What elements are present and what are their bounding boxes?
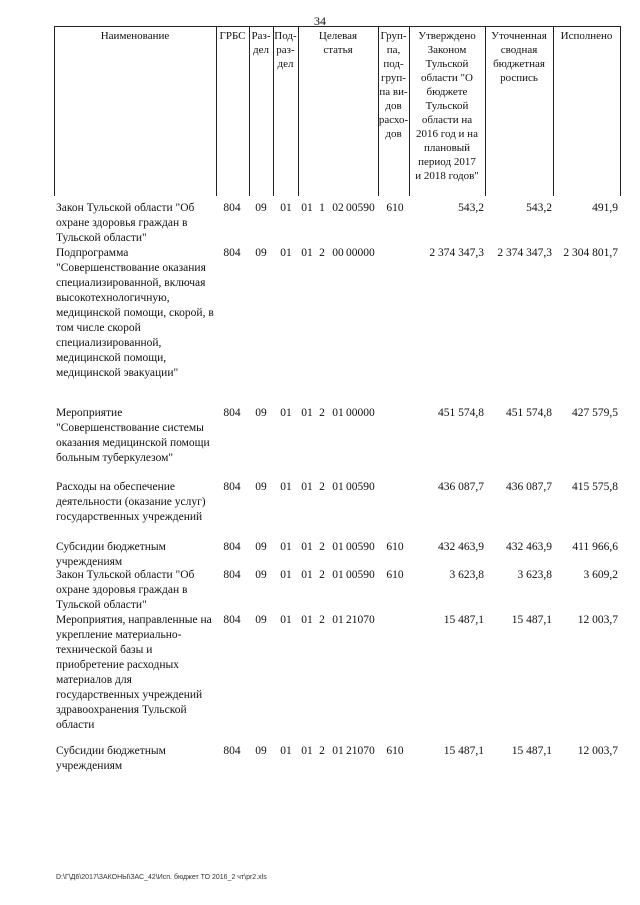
header-grbs: ГРБС [219, 30, 246, 42]
row-podrazdel: 01 [280, 569, 292, 581]
row-approved: 432 463,9 [438, 541, 484, 553]
row-target-4: 21070 [346, 614, 375, 626]
row-refined: 543,2 [526, 202, 552, 214]
row-target-1: 01 [301, 481, 313, 493]
row-grbs: 804 [223, 541, 241, 553]
header-razdel: Раз- дел [251, 30, 271, 56]
row-razdel: 09 [255, 541, 267, 553]
row-target-4: 00590 [346, 481, 375, 493]
row-approved: 15 487,1 [443, 614, 484, 626]
row-razdel: 09 [255, 614, 267, 626]
row-name: Подпрограмма "Совершенствование оказания специализированной, включая высокотехнологичную, медицинской помощи, скорой, в том числе скорой специализированной, медицинской помощи, медицинской эвакуации" [56, 247, 214, 379]
row-executed: 3 609,2 [583, 569, 618, 581]
page-number: 34 [314, 14, 326, 28]
row-podrazdel: 01 [280, 202, 292, 214]
row-podrazdel: 01 [280, 745, 292, 757]
row-target-3: 00 [332, 247, 344, 259]
header-podrazdel: Под- раз- дел [274, 30, 297, 70]
row-target-1: 01 [301, 202, 313, 214]
row-target-1: 01 [301, 407, 313, 419]
header-executed: Исполнено [560, 30, 613, 42]
row-target-2: 2 [319, 481, 325, 493]
header-target: Целевая статья [318, 30, 358, 56]
row-podrazdel: 01 [280, 407, 292, 419]
row-refined: 451 574,8 [506, 407, 552, 419]
row-target-2: 1 [319, 202, 325, 214]
row-refined: 3 623,8 [517, 569, 552, 581]
row-grbs: 804 [223, 481, 241, 493]
row-approved: 451 574,8 [438, 407, 484, 419]
row-target-3: 01 [332, 745, 344, 757]
row-razdel: 09 [255, 407, 267, 419]
row-executed: 2 304 801,7 [563, 247, 618, 259]
row-target-4: 00590 [346, 541, 375, 553]
header-divider [553, 26, 554, 196]
row-podrazdel: 01 [280, 541, 292, 553]
row-grbs: 804 [223, 407, 241, 419]
row-approved: 15 487,1 [443, 745, 484, 757]
header-divider [620, 26, 621, 196]
row-executed: 411 966,6 [572, 541, 618, 553]
row-target-1: 01 [301, 247, 313, 259]
row-podrazdel: 01 [280, 247, 292, 259]
row-target-2: 2 [319, 541, 325, 553]
row-executed: 427 579,5 [572, 407, 618, 419]
row-approved: 3 623,8 [449, 569, 484, 581]
row-target-1: 01 [301, 569, 313, 581]
header-refined: Уточненная сводная бюджетная роспись [491, 30, 547, 84]
row-target-3: 01 [332, 541, 344, 553]
row-name: Мероприятие "Совершенствование системы оказания медицинской помощи больным туберкулезом" [56, 407, 210, 464]
row-razdel: 09 [255, 202, 267, 214]
row-refined: 15 487,1 [511, 745, 552, 757]
header-approved: Утверждено Законом Тульской области "О бюджете Тульской области на 2016 год и на плановый период 2017 и 2018 годов" [415, 30, 479, 182]
row-podrazdel: 01 [280, 614, 292, 626]
row-razdel: 09 [255, 481, 267, 493]
row-grbs: 804 [223, 569, 241, 581]
row-name: Расходы на обеспечение деятельности (оказание услуг) государственных учреждений [56, 481, 206, 523]
row-approved: 543,2 [458, 202, 484, 214]
row-target-1: 01 [301, 541, 313, 553]
header-divider [54, 26, 55, 196]
row-target-3: 01 [332, 481, 344, 493]
row-target-2: 2 [319, 614, 325, 626]
row-target-1: 01 [301, 745, 313, 757]
row-razdel: 09 [255, 745, 267, 757]
row-target-3: 01 [332, 614, 344, 626]
row-razdel: 09 [255, 247, 267, 259]
row-razdel: 09 [255, 569, 267, 581]
row-grbs: 804 [223, 247, 241, 259]
row-refined: 436 087,7 [506, 481, 552, 493]
row-group: 610 [386, 569, 404, 581]
row-grbs: 804 [223, 614, 241, 626]
row-group: 610 [386, 745, 404, 757]
row-executed: 415 575,8 [572, 481, 618, 493]
row-refined: 2 374 347,3 [497, 247, 552, 259]
row-target-2: 2 [319, 745, 325, 757]
row-target-3: 02 [332, 202, 344, 214]
row-name: Субсидии бюджетным учреждениям [56, 745, 166, 772]
row-name: Закон Тульской области "Об охране здоровья граждан в Тульской области" [56, 202, 195, 244]
row-name: Мероприятия, направленные на укрепление материально-технической базы и приобретение расходных материалов для государственных учреждений здравоохранения Тульской области [56, 614, 212, 731]
row-podrazdel: 01 [280, 481, 292, 493]
header-top-border [54, 26, 620, 27]
row-target-4: 00000 [346, 407, 375, 419]
row-executed: 12 003,7 [577, 745, 618, 757]
row-approved: 2 374 347,3 [429, 247, 484, 259]
row-target-2: 2 [319, 247, 325, 259]
row-target-4: 00000 [346, 247, 375, 259]
row-target-4: 21070 [346, 745, 375, 757]
row-refined: 15 487,1 [511, 614, 552, 626]
header-divider [216, 26, 217, 196]
row-refined: 432 463,9 [506, 541, 552, 553]
file-path-footer: D:\Г\Д6\2017\ЗАКОНЫ\ЗАС_42\Исп. бюджет ТО 2016_2 чт\pr2.xls [56, 874, 267, 881]
row-target-3: 01 [332, 569, 344, 581]
row-group: 610 [386, 202, 404, 214]
row-name: Субсидии бюджетным учреждениям [56, 541, 166, 568]
row-executed: 12 003,7 [577, 614, 618, 626]
row-target-4: 00590 [346, 569, 375, 581]
header-group: Груп- па, под- груп- па ви- дов расхо- дов [378, 30, 409, 140]
row-grbs: 804 [223, 202, 241, 214]
header-name: Наименование [100, 30, 170, 42]
row-name: Закон Тульской области "Об охране здоровья граждан в Тульской области" [56, 569, 195, 611]
row-approved: 436 087,7 [438, 481, 484, 493]
row-target-2: 2 [319, 569, 325, 581]
row-target-2: 2 [319, 407, 325, 419]
row-target-1: 01 [301, 614, 313, 626]
row-grbs: 804 [223, 745, 241, 757]
row-target-3: 01 [332, 407, 344, 419]
row-executed: 491,9 [592, 202, 618, 214]
row-group: 610 [386, 541, 404, 553]
row-target-4: 00590 [346, 202, 375, 214]
